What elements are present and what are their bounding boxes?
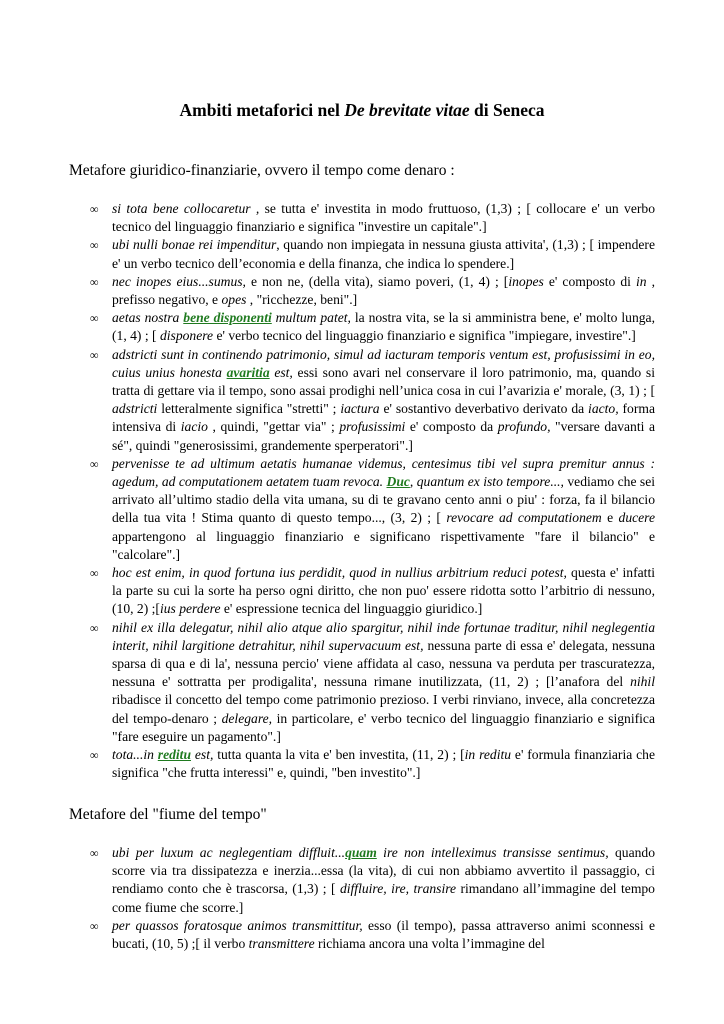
infinity-bullet-icon: ∞ (90, 566, 99, 581)
latin-quote: diffluire, ire, transire (339, 881, 457, 897)
commentary-text: appartengono al linguaggio finanziario e significano rispettivamente "fare il bilancio" e "calcolare".] (112, 528, 655, 562)
infinity-bullet-icon: ∞ (90, 311, 99, 326)
commentary-text: e (601, 510, 619, 526)
latin-quote: si tota bene collocaretur , (112, 201, 260, 216)
latin-quote: ire non intelleximus transisse sentimus, (376, 845, 609, 860)
latin-quote: nihil ex illa delegatur, nihil alio atque alio spargitur, nihil inde fortunae traditur, nihil neglegentia interit, nihil largitione detrahitur, nihil supervacuum est, (112, 619, 655, 653)
infinity-bullet-icon: ∞ (90, 274, 99, 289)
latin-quote: nec inopes eius...sumus, (112, 273, 246, 289)
highlighted-keyword: quam (345, 845, 377, 860)
latin-quote: pervenisse te ad ultimum aetatis humanae videmus, centesimus tibi vel supra premitur annus : agedum, ad computationem aetatem tuam revoca. (112, 455, 655, 490)
commentary-text: , quindi, "gettar via" ; (207, 419, 340, 435)
infinity-bullet-icon: ∞ (90, 748, 99, 763)
title-suffix: di Seneca (469, 99, 545, 120)
infinity-bullet-icon: ∞ (90, 238, 99, 253)
infinity-bullet-icon: ∞ (90, 202, 99, 216)
list-item (90, 619, 656, 746)
latin-quote: iacio (180, 419, 208, 435)
highlighted-keyword: bene disponenti (183, 310, 272, 326)
financial-metaphors-list (0, 200, 655, 783)
latin-quote: est, (191, 747, 214, 763)
commentary-text: forma intensiva di (112, 401, 655, 435)
latin-quote: in reditu (464, 747, 512, 763)
latin-quote: opes (221, 292, 247, 308)
river-metaphors-list (0, 844, 655, 953)
commentary-text: rimandano all’immagine del tempo come fiume che scorre.] (112, 881, 655, 915)
title-prefix: Ambiti metaforici nel (179, 99, 345, 120)
infinity-bullet-icon: ∞ (90, 918, 99, 933)
infinity-bullet-icon: ∞ (90, 620, 99, 635)
list-item (90, 917, 655, 953)
latin-quote: hoc est enim, in quod fortuna ius perdidit, quod in nullius arbitrium reduci potest, (112, 565, 567, 581)
commentary-text: e' espressione tecnica del linguaggio giuridico.] (220, 601, 483, 617)
commentary-text: nessuna parte di essa e' delegata, nessuna sparsa di qua e di la', nessuna percio' viene affidata al caso, nessuna va perduta per trascuratezza, nessuna e' sottratta per prodigalita', nessuna rimane inutilizzata, (11, 2) ; [l’anafora del (112, 637, 656, 690)
latin-quote: transmittere (248, 936, 315, 952)
list-item (90, 455, 656, 564)
commentary-text: e' composto di (543, 273, 636, 289)
latin-quote: revocare ad computationem (446, 510, 602, 526)
list-item (90, 564, 655, 619)
commentary-text: quando scorre via tra dissipatezza e inerzia...essa (la vita), di cui non abbiamo avvertito il passaggio, ci rendiamo conto che è trascorsa, (1,3) ; [ (112, 845, 656, 897)
list-item (90, 273, 655, 309)
commentary-text: e non ne, (della vita), siamo poveri, (1, 4) ; [ (245, 273, 509, 289)
commentary-text: richiama ancora una volta l’immagine del (314, 936, 545, 952)
latin-quote: iactura (340, 401, 380, 417)
latin-quote: tota...in (112, 747, 158, 763)
latin-quote: ducere (618, 510, 655, 526)
infinity-bullet-icon: ∞ (90, 347, 99, 362)
latin-quote: delegare, (221, 710, 273, 726)
commentary-text: , quando non impiegata in nessuna giusta attivita', (1,3) ; [ impendere e' un verbo tecnico dell’economia e della finanza, che indica lo spendere.] (112, 237, 655, 271)
latin-quote: inopes (508, 273, 544, 289)
highlighted-keyword: Duc (386, 474, 410, 490)
commentary-text: , "ricchezze, beni".] (246, 292, 358, 308)
commentary-text: vediamo che sei arrivato all’ultimo stadio della vita umana, su di te gravano cento anni o piu' : forza, fa il bilancio della tua vita ! Stima quanto di questo tempo..., (3, 2) ; [ (112, 474, 656, 526)
infinity-bullet-icon: ∞ (90, 846, 99, 860)
commentary-text: essi sono avari nel conservare il loro patrimonio, ma, quando si tratta di gettare via il tempo, sono assai prodighi nell’unica cosa in cui l’avarizia e' morale, (3, 1) ; [ (112, 364, 655, 399)
list-item (90, 200, 656, 236)
title-work: De brevitate vitae (344, 99, 470, 120)
list-item (90, 309, 655, 345)
latin-quote: nihil (630, 674, 655, 690)
list-item (90, 746, 655, 782)
latin-quote: , quantum ex isto tempore..., (409, 474, 564, 490)
document-title (0, 98, 724, 122)
commentary-text: , prefisso negativo, e (112, 273, 655, 308)
commentary-text: letteralmente significa "stretti" ; (157, 401, 341, 417)
latin-quote: profusissimi (339, 419, 406, 435)
latin-quote: adstricti sunt in continendo patrimonio, simul ad iacturam temporis ventum est, profusissimi in eo, cuius unius honesta (112, 346, 655, 380)
latin-quote: aetas nostra (112, 310, 184, 326)
latin-quote: adstricti (112, 401, 158, 417)
highlighted-keyword: avaritia (226, 364, 270, 380)
latin-quote: ius perdere (159, 601, 221, 617)
commentary-text: tutta quanta la vita e' ben investita, (11, 2) ; [ (213, 747, 465, 763)
latin-quote: ubi per luxum ac neglegentiam diffluit... (112, 845, 346, 860)
commentary-text: questa e' infatti la parte su cui la sorte ha perso ogni diritto, che non puo' essere ridotta sotto l’arbitrio di nessuno, (10, 2) ;[ (112, 565, 655, 617)
section-heading-financial: Metafore giuridico-finanziarie, ovvero il tempo come denaro : (69, 162, 455, 179)
commentary-text: e' composto da (405, 419, 498, 435)
commentary-text: e' sostantivo deverbativo derivato da (379, 401, 589, 417)
infinity-bullet-icon: ∞ (90, 456, 99, 471)
latin-quote: iacto, (588, 401, 619, 417)
commentary-text: ribadisce il concetto del tempo come patrimonio prezioso. I verbi rinviano, invece, alla concretezza del tempo-denaro ; (112, 692, 655, 726)
latin-quote: profundo, (497, 419, 551, 435)
latin-quote: disponere (159, 328, 214, 344)
list-item (90, 844, 656, 917)
commentary-text: e' formula finanziaria che significa "che frutta interessi" e, quindi, "ben investito".] (112, 747, 655, 781)
latin-quote: in (635, 273, 647, 289)
commentary-text: e' verbo tecnico del linguaggio finanziario e significa "impiegare, investire".] (213, 328, 636, 344)
commentary-text: se tutta e' investita in modo fruttuoso, (1,3) ; [ collocare e' un verbo tecnico del linguaggio finanziario e significa "investire un capitale".] (112, 201, 656, 235)
commentary-text: la nostra vita, se la si amministra bene, e' molto lunga, (1, 4) ; [ (112, 310, 655, 344)
latin-quote: per quassos foratosque animos transmittitur, (112, 917, 363, 933)
highlighted-keyword: reditu (157, 747, 192, 763)
commentary-text: "versare davanti a sé", quindi "generosissimi, grandemente sperperatori".] (112, 419, 656, 453)
commentary-text: esso (il tempo), passa attraverso animi sconnessi e bucati, (10, 5) ;[ il verbo (112, 917, 655, 952)
commentary-text: in particolare, e' verbo tecnico del linguaggio finanziario e significa "fare eseguire un pagamento".] (112, 710, 655, 744)
section-heading-river: Metafore del "fiume del tempo" (69, 806, 267, 823)
list-item (90, 346, 656, 455)
latin-quote: ubi nulli bonae rei impenditur (112, 237, 277, 253)
latin-quote: multum patet, (271, 310, 351, 326)
list-item (90, 236, 655, 272)
latin-quote: est, (269, 364, 293, 380)
